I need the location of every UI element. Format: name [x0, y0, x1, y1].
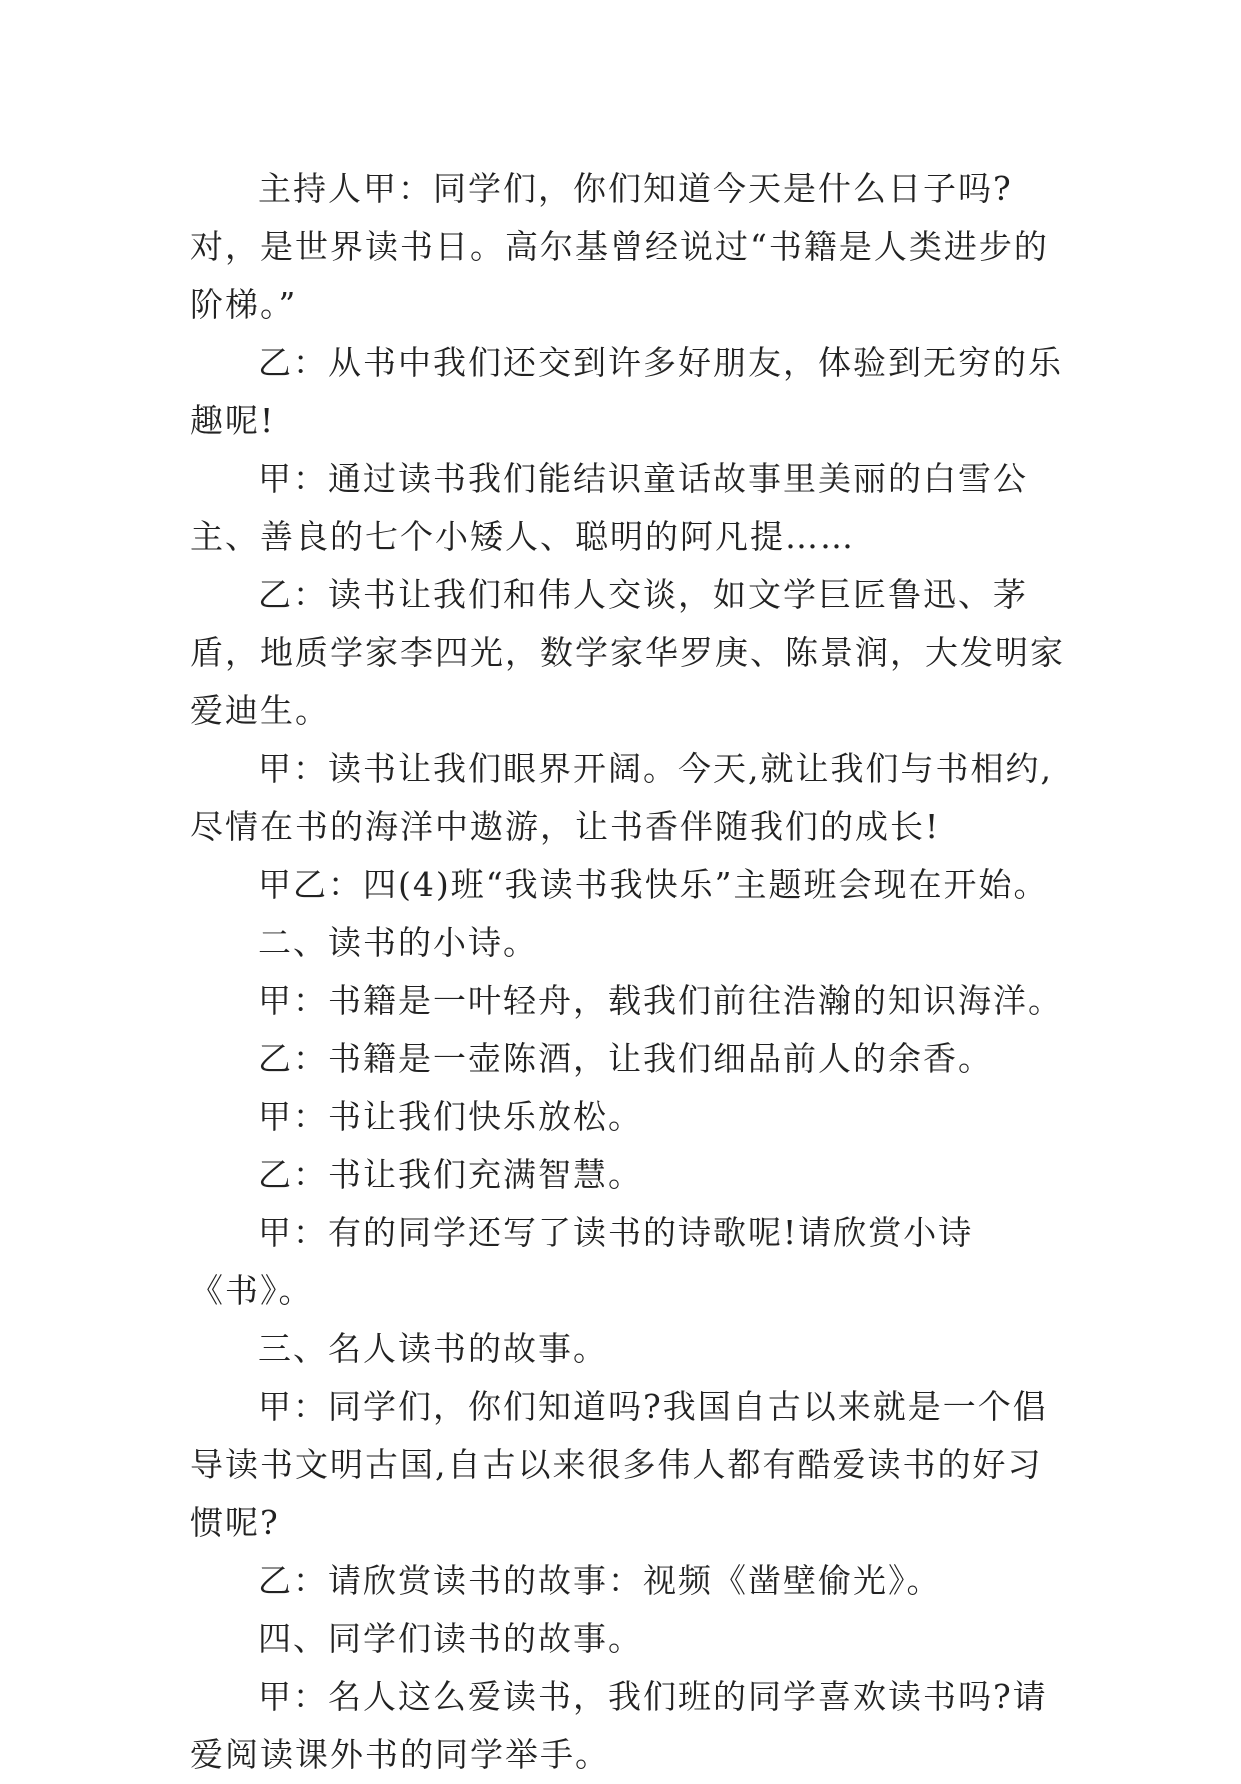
paragraph-6: 甲乙：四(4)班“我读书我快乐”主题班会现在开始。	[258, 865, 1049, 904]
paragraph-15: 乙：请欣赏读书的故事：视频《凿壁偷光》。	[258, 1561, 942, 1600]
section-heading-3: 三、名人读书的故事。	[258, 1329, 608, 1368]
section-heading-4: 四、同学们读书的故事。	[258, 1619, 643, 1658]
paragraph-17: 甲：名人这么爱读书，我们班的同学喜欢读书吗?请爱阅读课外书的同学举手。	[190, 1677, 1048, 1774]
paragraph-11: 乙：书让我们充满智慧。	[258, 1155, 643, 1194]
paragraph-1: 主持人甲：同学们，你们知道今天是什么日子吗?对，是世界读书日。高尔基曾经说过“书籍是人类进步的阶梯。”	[190, 169, 1049, 324]
paragraph-9: 乙：书籍是一壶陈酒，让我们细品前人的余香。	[258, 1039, 993, 1078]
paragraph-12: 甲：有的同学还写了读书的诗歌呢!请欣赏小诗《书》。	[190, 1213, 974, 1310]
paragraph-4: 乙：读书让我们和伟人交谈，如文学巨匠鲁迅、茅盾，地质学家李四光，数学家华罗庚、陈景润，大发明家爱迪生。	[190, 575, 1065, 730]
paragraph-10: 甲：书让我们快乐放松。	[258, 1097, 643, 1136]
section-heading-2: 二、读书的小诗。	[258, 923, 538, 962]
paragraph-2: 乙：从书中我们还交到许多好朋友，体验到无穷的乐趣呢!	[190, 343, 1063, 440]
paragraph-3: 甲：通过读书我们能结识童话故事里美丽的白雪公主、善良的七个小矮人、聪明的阿凡提……	[190, 459, 1028, 556]
paragraph-14: 甲：同学们，你们知道吗?我国自古以来就是一个倡导读书文明古国,自古以来很多伟人都有酷爱读书的好习惯呢?	[190, 1387, 1048, 1542]
paragraph-5: 甲：读书让我们眼界开阔。今天,就让我们与书相约,尽情在书的海洋中遨游，让书香伴随我们的成长!	[190, 749, 1053, 846]
paragraph-8: 甲：书籍是一叶轻舟，载我们前往浩瀚的知识海洋。	[258, 981, 1063, 1020]
document-body	[190, 160, 1070, 1784]
